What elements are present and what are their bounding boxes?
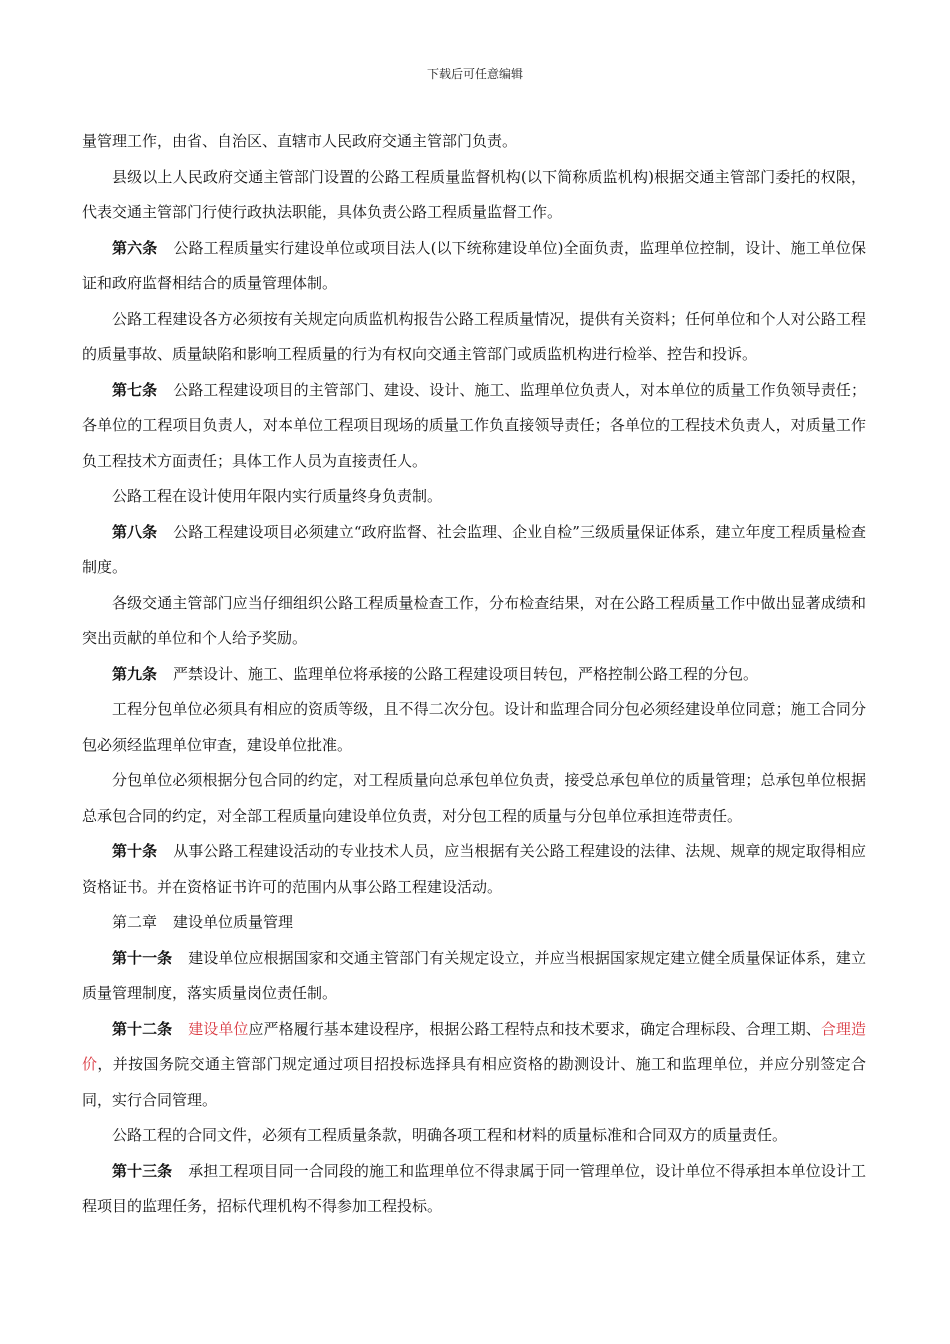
article-number: 第十三条 <box>112 1161 173 1180</box>
article-12 <box>82 1012 866 1119</box>
article-text: 建设单位应根据国家和交通主管部门有关规定设立，并应当根据国家规定建立健全质量保证体系，建立质量管理制度，落实质量岗位责任制。 <box>82 948 866 1002</box>
highlighted-text: 建设单位 <box>188 1019 249 1038</box>
article-text: 公路工程质量实行建设单位或项目法人(以下统称建设单位)全面负责，监理单位控制，设计、施工单位保证和政府监督相结合的质量管理体制。 <box>82 238 866 292</box>
paragraph: 县级以上人民政府交通主管部门设置的公路工程质量监督机构(以下简称质监机构)根据交通主管部门委托的权限，代表交通主管部门行使行政执法职能，具体负责公路工程质量监督工作。 <box>82 167 866 221</box>
article-number: 第八条 <box>112 522 158 541</box>
paragraph: 分包单位必须根据分包合同的约定，对工程质量向总承包单位负责，接受总承包单位的质量管理；总承包单位根据总承包合同的约定，对全部工程质量向建设单位负责，对分包工程的质量与分包单位承担连带责任。 <box>82 771 866 825</box>
article-number: 第六条 <box>112 238 158 257</box>
article-6 <box>82 231 866 302</box>
paragraph: 各级交通主管部门应当仔细组织公路工程质量检查工作，分布检查结果，对在公路工程质量工作中做出显著成绩和突出贡献的单位和个人给予奖励。 <box>82 593 866 647</box>
article-7 <box>82 373 866 480</box>
article-11 <box>82 941 866 1012</box>
article-13 <box>82 1154 866 1225</box>
highlighted-text: 合理造价 <box>82 1019 866 1073</box>
paragraph: 工程分包单位必须具有相应的资质等级，且不得二次分包。设计和监理合同分包必须经建设单位同意；施工合同分包必须经监理单位审查，建设单位批准。 <box>82 700 866 754</box>
page-header: 下载后可任意编辑 <box>426 67 523 81</box>
article-8 <box>82 515 866 586</box>
paragraph: 公路工程的合同文件，必须有工程质量条款，明确各项工程和材料的质量标准和合同双方的质量责任。 <box>112 1126 788 1144</box>
paragraph: 公路工程建设各方必须按有关规定向质监机构报告公路工程质量情况，提供有关资料；任何单位和个人对公路工程的质量事故、质量缺陷和影响工程质量的行为有权向交通主管部门或质监机构进行检举、控告和投诉。 <box>82 309 866 363</box>
article-text: ，并按国务院交通主管部门规定通过项目招投标选择具有相应资格的勘测设计、施工和监理单位，并应分别签定合同，实行合同管理。 <box>82 1055 866 1109</box>
article-number: 第十一条 <box>112 948 173 967</box>
article-text: 承担工程项目同一合同段的施工和监理单位不得隶属于同一管理单位，设计单位不得承担本单位设计工程项目的监理任务，招标代理机构不得参加工程投标。 <box>82 1161 866 1215</box>
article-number: 第十二条 <box>112 1019 173 1038</box>
article-10 <box>82 834 866 905</box>
chapter-heading <box>82 905 866 941</box>
article-number: 第十条 <box>112 842 158 860</box>
article-text: 公路工程建设项目必须建立“政府监督、社会监理、企业自检”三级质量保证体系，建立年度工程质量检查制度。 <box>82 522 866 576</box>
paragraph: 公路工程在设计使用年限内实行质量终身负责制。 <box>112 487 443 505</box>
article-number: 第七条 <box>112 380 158 399</box>
chapter-title: 建设单位质量管理 <box>173 913 294 931</box>
article-text: 公路工程建设项目的主管部门、建设、设计、施工、监理单位负责人，对本单位的质量工作负领导责任；各单位的工程项目负责人，对本单位工程项目现场的质量工作负直接领导责任；各单位的工程技术负责人，对质量工作负工程技术方面责任；具体工作人员为直接责任人。 <box>82 380 866 470</box>
article-text: 应严格履行基本建设程序，根据公路工程特点和技术要求，确定合理标段、合理工期、 <box>248 1019 821 1038</box>
article-number: 第九条 <box>112 664 158 683</box>
chapter-number: 第二章 <box>112 913 158 931</box>
article-9 <box>82 657 866 693</box>
article-text: 严禁设计、施工、监理单位将承接的公路工程建设项目转包，严格控制公路工程的分包。 <box>173 664 759 683</box>
document-body <box>82 124 866 1225</box>
paragraph: 量管理工作，由省、自治区、直辖市人民政府交通主管部门负责。 <box>82 132 518 150</box>
article-text: 从事公路工程建设活动的专业技术人员，应当根据有关公路工程建设的法律、法规、规章的规定取得相应资格证书。并在资格证书许可的范围内从事公路工程建设活动。 <box>82 842 866 896</box>
